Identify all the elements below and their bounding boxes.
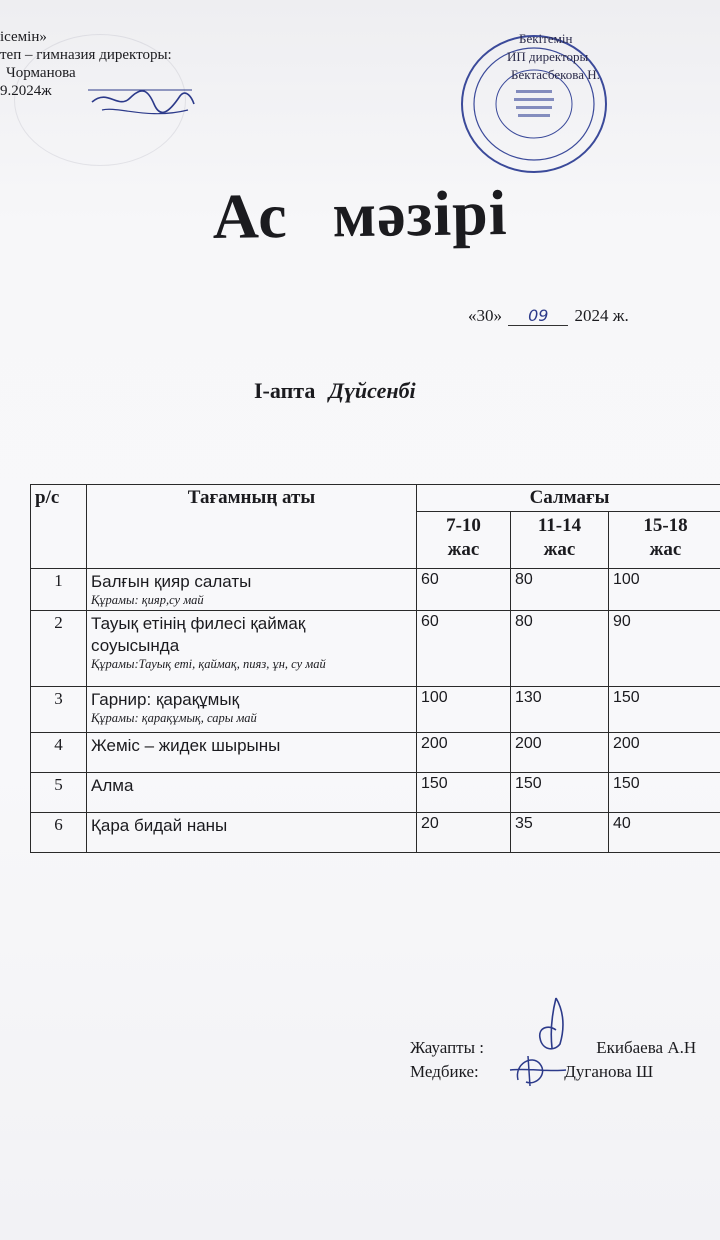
dish-name: Жеміс – жидек шырыны (91, 736, 281, 755)
dish-cell (87, 611, 417, 687)
weight-11-14: 130 (511, 687, 609, 733)
nurse-line (410, 1060, 696, 1084)
weight-15-18: 40 (609, 813, 720, 853)
dish-name: Қара бидай наны (91, 816, 228, 835)
dish-composition: Құрамы:Тауық еті, қаймақ, пияз, ұн, су май (91, 657, 326, 671)
stamp-line-2: ИП директоры (507, 49, 589, 64)
stamp-text (505, 30, 600, 84)
date-year: 2024 ж. (574, 306, 629, 325)
table-row (31, 687, 720, 733)
approval-line-1: ісемін» (0, 29, 47, 45)
weight-7-10: 100 (417, 687, 511, 733)
dish-cell (87, 813, 417, 853)
weight-15-18: 150 (609, 687, 720, 733)
dish-name: Балғын қияр салаты (91, 572, 252, 591)
row-number: 1 (31, 569, 87, 611)
header-weight: Салмағы (417, 485, 720, 512)
row-number: 2 (31, 611, 87, 687)
dish-name: Алма (91, 776, 134, 795)
dish-name: Гарнир: қарақұмық (91, 690, 240, 709)
row-number: 3 (31, 687, 87, 733)
dish-cell (87, 569, 417, 611)
responsible-label: Жауапты : (410, 1038, 485, 1057)
weight-11-14: 80 (511, 569, 609, 611)
table-row (31, 733, 720, 773)
weight-7-10: 60 (417, 569, 511, 611)
weight-11-14: 150 (511, 773, 609, 813)
week-heading (254, 378, 416, 404)
approval-line-4: 9.2024ж (0, 83, 52, 99)
nurse-name: Дуганова Ш (564, 1062, 654, 1081)
responsible-line (410, 1036, 696, 1060)
page-title: Ас мәзірі (212, 176, 508, 253)
weight-11-14: 200 (511, 733, 609, 773)
dish-cell (87, 733, 417, 773)
approval-line-3: Чорманова (6, 65, 76, 81)
weight-7-10: 150 (417, 773, 511, 813)
footer-signatures (410, 1036, 696, 1084)
weight-15-18: 150 (609, 773, 720, 813)
responsible-name: Екибаева А.Н (596, 1038, 697, 1057)
weight-7-10: 20 (417, 813, 511, 853)
age-group-3: 15-18 жас (609, 512, 720, 569)
table-row (31, 773, 720, 813)
weight-11-14: 35 (511, 813, 609, 853)
age-group-2: 11-14 жас (511, 512, 609, 569)
dish-composition: Құрамы: қарақұмық, сары май (91, 711, 257, 725)
nurse-label: Медбике: (410, 1062, 479, 1081)
date-month: 09 (508, 306, 568, 326)
week-label: І-апта (254, 378, 316, 403)
weight-15-18: 90 (609, 611, 720, 687)
table-header-row (31, 485, 720, 512)
weight-7-10: 200 (417, 733, 511, 773)
menu-date (468, 306, 629, 326)
dish-cell (87, 773, 417, 813)
dish-composition: Құрамы: қияр,су май (91, 593, 204, 607)
approval-line-2: теп – гимназия директоры: (0, 47, 172, 63)
director-signature (88, 80, 198, 130)
week-day: Дүйсенбі (328, 378, 416, 403)
row-number: 5 (31, 773, 87, 813)
weight-15-18: 200 (609, 733, 720, 773)
table-row (31, 611, 720, 687)
header-dish-name: Тағамның аты (87, 485, 417, 569)
age-group-1: 7-10 жас (417, 512, 511, 569)
dish-name: Тауық етінің филесі қаймақ соуысында (91, 614, 306, 655)
date-day: «30» (468, 306, 502, 325)
stamp-line-3: Бектасбекова Н. (511, 67, 600, 82)
table-row (31, 813, 720, 853)
row-number: 4 (31, 733, 87, 773)
row-number: 6 (31, 813, 87, 853)
weight-11-14: 80 (511, 611, 609, 687)
stamp-line-1: Бекітемін (519, 31, 573, 46)
menu-table (30, 484, 720, 853)
dish-cell (87, 687, 417, 733)
header-number: р/с (31, 485, 87, 569)
table-row (31, 569, 720, 611)
weight-15-18: 100 (609, 569, 720, 611)
weight-7-10: 60 (417, 611, 511, 687)
